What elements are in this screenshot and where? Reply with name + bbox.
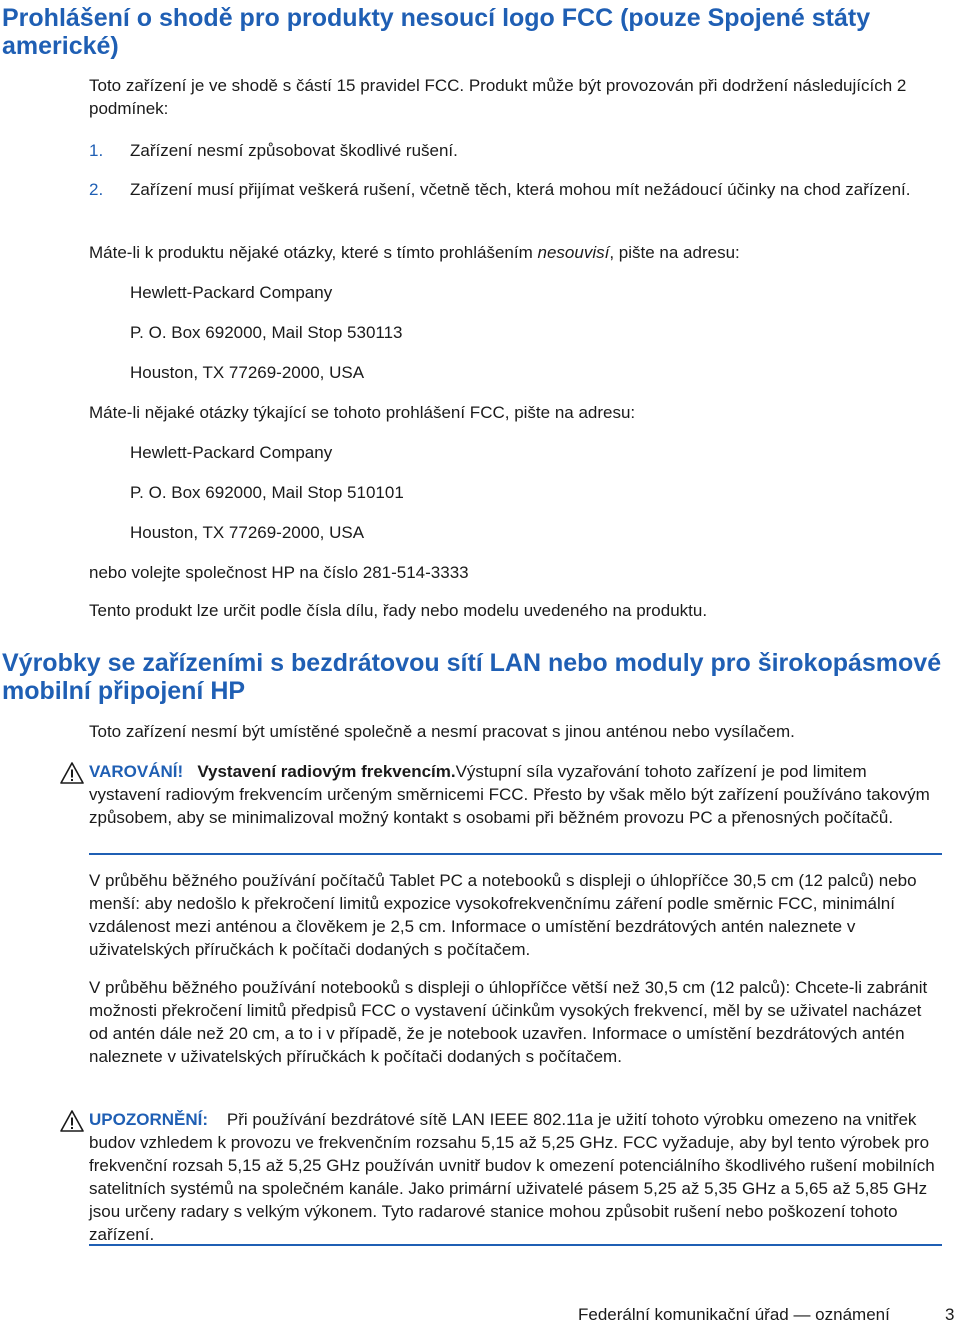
warning-divider [89, 853, 942, 855]
questions-paragraph-2: Máte-li nějaké otázky týkající se tohoto prohlášení FCC, pište na adresu: [89, 403, 636, 422]
section-heading-fcc-declaration: Prohlášení o shodě pro produkty nesoucí logo FCC (pouze Spojené státy americké) [2, 4, 871, 60]
questions-text: Máte-li k produktu nějaké otázky, které s tímto prohlášením [89, 243, 538, 262]
address-line: Hewlett-Packard Company [130, 443, 333, 462]
address-line: Houston, TX 77269-2000, USA [130, 363, 365, 382]
footer-section-title: Federální komunikační úřad — oznámení [578, 1305, 890, 1324]
wireless-intro: Toto zařízení nesmí být umístěné společně a nesmí pracovat s jinou anténou nebo vysílačem. [89, 722, 795, 741]
list-item: Zařízení musí přijímat veškerá rušení, včetně těch, která mohou mít nežádoucí účinky na chod zařízení. [130, 180, 911, 199]
address-line: Houston, TX 77269-2000, USA [130, 523, 365, 542]
caution-note [89, 1108, 939, 1246]
identify-paragraph: Tento produkt lze určit podle čísla dílu, řady nebo modelu uvedeného na produktu. [89, 601, 708, 620]
caution-divider [89, 1244, 942, 1246]
notebook-paragraph: V průběhu běžného používání notebooků s displeji o úhlopříčce větší než 30,5 cm (12 palců): Chcete-li zabránit možnosti překročení limitů předpisů FCC o vystavení účinkům vysokých frekvencí, měl by se uživatel nacházet od antén dále než 20 cm, a to i v případě, že je notebook uzavřen. Informace o umístění bezdrátových antén naleznete v uživatelských příručkách k počítači dodaných s počítačem. [89, 978, 928, 1066]
list-number: 1. [89, 141, 104, 160]
questions-text-end: , pište na adresu: [609, 243, 740, 262]
warning-text: Výstupní síla vyzařování tohoto zařízení je pod limitem vystavení radiovým frekvencím určeným směrnicemi FCC. Přesto by však mělo být zařízení používáno takovým způsobem, aby se minimalizoval možný kontakt s osobami při běžném provozu PC a přenosných počítačů. [89, 762, 930, 827]
warning-heading: Vystavení radiovým frekvencím. [197, 762, 456, 781]
address-line: Hewlett-Packard Company [130, 283, 333, 302]
caution-label: UPOZORNĚNÍ: [89, 1110, 208, 1129]
address-line: P. O. Box 692000, Mail Stop 530113 [130, 323, 403, 342]
fcc-intro: Toto zařízení je ve shodě s částí 15 pravidel FCC. Produkt může být provozován při dodržení následujících 2 podmínek: [89, 76, 907, 118]
warning-icon [60, 762, 84, 784]
caution-text: Při používání bezdrátové sítě LAN IEEE 802.11a je užití tohoto výrobku omezeno na vnitřek budov vzhledem k provozu ve frekvenčním rozsahu 5,15 až 5,25 GHz. FCC vyžaduje, aby byl tento výrobek pro frekvenční rozsah 5,15 až 5,25 GHz používán uvnitř budov k omezení potenciálního škodlivého rušení mobilních satelitních systémů na společném kanále. Jako primární uživatelé pásem 5,25 až 5,35 GHz a 5,65 až 5,85 GHz jsou určeny radary s velkým výkonem. Tyto radarové stanice mohou způsobit rušení nebo poškození tohoto zařízení. [89, 1110, 935, 1244]
phone-paragraph: nebo volejte společnost HP na číslo 281-514-3333 [89, 563, 469, 582]
questions-paragraph-1 [89, 241, 939, 264]
emphasis-nesouvisi: nesouvisí [537, 243, 610, 262]
list-item: Zařízení nesmí způsobovat škodlivé rušení. [130, 141, 458, 160]
caution-icon [60, 1110, 84, 1132]
page-number: 3 [945, 1305, 955, 1324]
section-heading-wireless-lan: Výrobky se zařízeními s bezdrátovou sítí LAN nebo moduly pro širokopásmové mobilní připojení HP [2, 649, 942, 705]
warning-label: VAROVÁNÍ! [89, 762, 184, 781]
warning-note [89, 760, 939, 829]
address-line: P. O. Box 692000, Mail Stop 510101 [130, 483, 404, 502]
list-number: 2. [89, 180, 104, 199]
tablet-paragraph: V průběhu běžného používání počítačů Tablet PC a notebooků s displeji o úhlopříčce 30,5 cm (12 palců) nebo menší: aby nedošlo k překročení limitů expozice vysokofrekvenčnímu záření podle směrnic FCC, minimální vzdálenost mezi anténou a člověkem je 2,5 cm. Informace o umístění bezdrátových antén naleznete v uživatelských příručkách k počítači dodaných s počítačem. [89, 871, 917, 959]
